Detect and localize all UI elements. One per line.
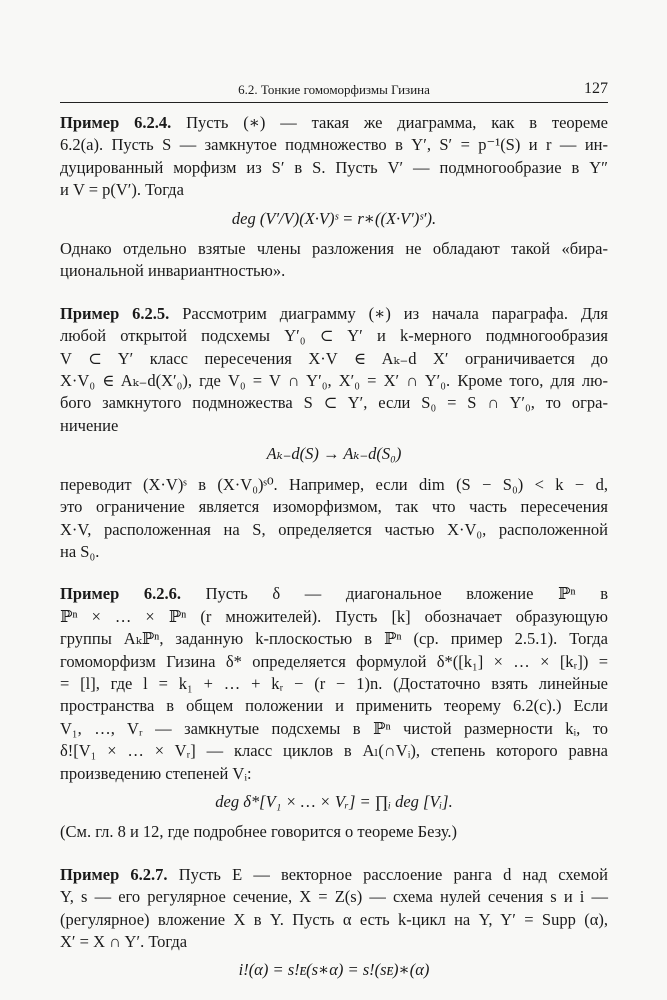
text-line: Однако отдельно взятые члены разложения не обладают такой «бира- (60, 239, 608, 259)
text-line: X′ = X ∩ Y′. Тогда (60, 932, 188, 951)
formula: deg (V′/V)(X·V)ˢ = r∗((X·V′)ˢ′). (231, 208, 437, 228)
text-line: X·V, расположенная на S, определяется частью X·V₀, расположенной (60, 519, 608, 539)
text-line: ℙⁿ × … × ℙⁿ (r множителей). Пусть [k] обозначает образующую (60, 606, 608, 626)
text-line: Пусть δ — диагональное вложение ℙⁿ в (205, 584, 608, 604)
text-line: δ![V₁ × … × Vᵣ] — класс циклов в Aₗ(∩Vᵢ), степень которого равна (60, 741, 608, 761)
text-line: произведению степеней Vᵢ: (60, 763, 252, 783)
text-line: = [l], где l = k₁ + … + kᵣ − (r − 1)n. (Достаточно взять линейные (60, 673, 608, 693)
text-line: дуцированный морфизм из S′ в S. Пусть V′ — подмногообразие в Y″ (60, 157, 608, 177)
example-label: Пример 6.2.6. (60, 584, 181, 604)
text-line: на S₀. (60, 541, 100, 561)
example-6-2-5 (60, 303, 608, 563)
formula: i!(α) = s!ᴇ(s∗α) = s!(sᴇ)∗(α) (238, 960, 430, 980)
text-line: Рассмотрим диаграмму (∗) из начала параграфа. Для (182, 303, 608, 323)
text-line: это ограничение является изоморфизмом, так что часть пересечения (60, 497, 608, 517)
text-line: любой открытой подсхемы Y′₀ ⊂ Y′ и k-мерного подмногообразия (60, 326, 608, 346)
text-line: V ⊂ Y′ класс пересечения X·V ∈ Aₖ₋d X′ ограничивается до (60, 348, 608, 368)
text-line: циональной инвариантностью». (60, 261, 286, 281)
page-number: 127 (584, 80, 608, 97)
text-line: переводит (X·V)ˢ в (X·V₀)ˢ⁰. Например, если dim (S − S₀) < k − d, (60, 474, 608, 494)
example-label: Пример 6.2.7. (60, 864, 168, 884)
example-6-2-4 (60, 112, 608, 283)
example-6-2-7 (60, 864, 608, 982)
formula: deg δ*[V₁ × … × Vᵣ] = ∏ᵢ deg [Vᵢ]. (215, 791, 453, 811)
text-line: Пусть (∗) — такая же диаграмма, как в теореме (186, 113, 609, 132)
text-line: пространства в общем положении и применить теорему 6.2(c).) Если (60, 696, 608, 716)
text-line: Пусть E — векторное расслоение ранга d над схемой (178, 864, 609, 884)
example-6-2-6 (60, 583, 608, 843)
text-line: (регулярное) вложение X в Y. Пусть α есть k-цикл на Y, Y′ = Supp (α), (60, 909, 608, 929)
text-line: бого замкнутого подмножества S ⊂ Y′, если S₀ = S ∩ Y′₀, то огра- (60, 393, 608, 413)
example-label: Пример 6.2.4. (60, 113, 172, 132)
text-line: гомоморфизм Гизина δ* определяется формулой δ*([k₁] × … × [kᵣ]) = (60, 651, 608, 671)
formula: Aₖ₋d(S) → Aₖ₋d(S₀) (266, 444, 402, 464)
text-line: группы Aₖℙⁿ, заданную k-плоскостью в ℙⁿ (ср. пример 2.5.1). Тогда (60, 629, 608, 649)
text-line: и V = p(V′). Тогда (60, 180, 184, 200)
text-line: Y, s — его регулярное сечение, X = Z(s) — схема нулей сечения s и i — (60, 887, 608, 907)
text-line: (См. гл. 8 и 12, где подробнее говорится о теореме Безу.) (60, 822, 458, 842)
text-line: X·V₀ ∈ Aₖ₋d(X′₀), где V₀ = V ∩ Y′₀, X′₀ = X′ ∩ Y′₀. Кроме того, для лю- (60, 371, 608, 391)
text-line: ничение (60, 415, 119, 435)
example-label: Пример 6.2.5. (60, 303, 170, 323)
page-body (60, 112, 608, 990)
running-title: 6.2. Тонкие гомоморфизмы Гизина (238, 82, 430, 97)
text-line: 6.2(a). Пусть S — замкнутое подмножество в Y′, S′ = p⁻¹(S) и r — ин- (60, 135, 608, 155)
text-line: V₁, …, Vᵣ — замкнутые подсхемы в ℙⁿ чистой размерности kᵢ, то (60, 718, 608, 738)
page-header (60, 80, 608, 103)
